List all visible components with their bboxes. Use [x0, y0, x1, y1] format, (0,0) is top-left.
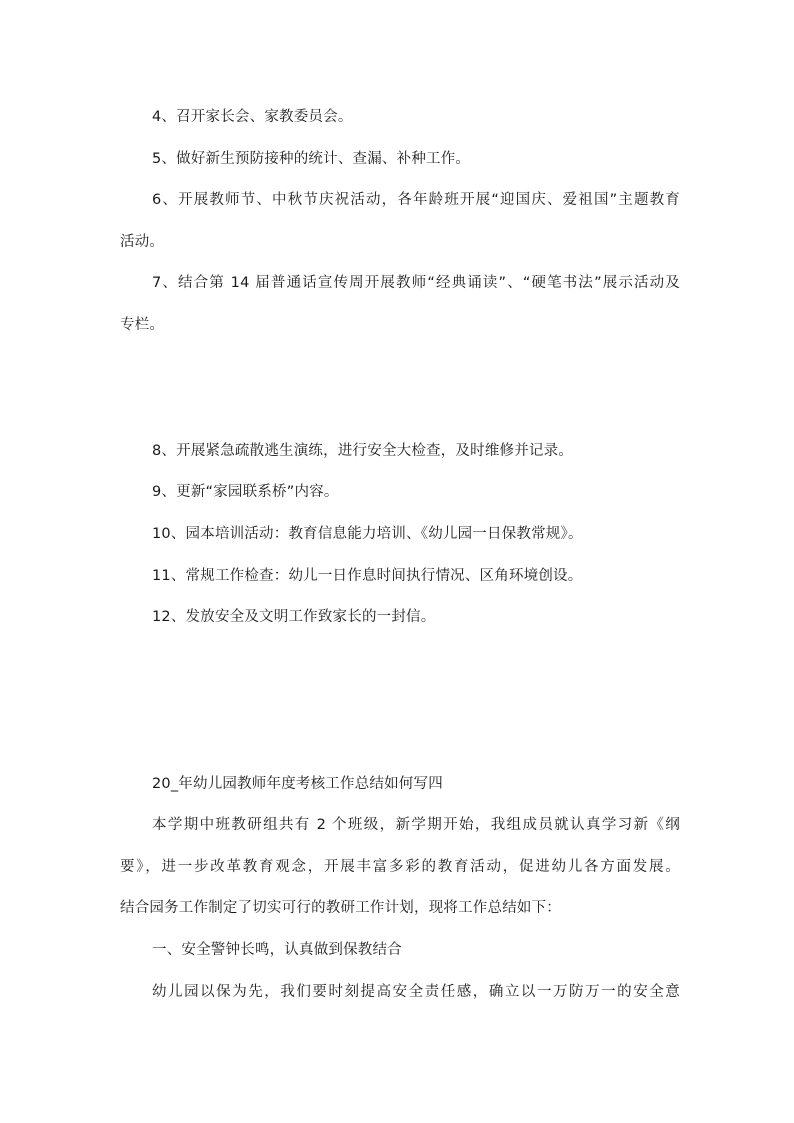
paragraph-line-4: 幼儿园以保为先，我们要时刻提高安全责任感，确立以一万防万一的安全意 [152, 984, 680, 1000]
list-item-6-line-1: 6、开展教师节、中秋节庆祝活动，各年龄班开展“迎国庆、爱祖国”主题教育 [152, 192, 680, 208]
paragraph-line-2: 要》，进一步改革教育观念，开展丰富多彩的教育活动，促进幼儿各方面发展。 [120, 859, 680, 875]
list-item-5: 5、做好新生预防接种的统计、查漏、补种工作。 [152, 151, 471, 167]
section-title: 20_年幼儿园教师年度考核工作总结如何写四 [152, 776, 443, 792]
paragraph-line-1: 本学期中班教研组共有 2 个班级，新学期开始，我组成员就认真学习新《纲 [152, 817, 680, 833]
list-item-10: 10、园本培训活动：教育信息能力培训、《幼儿园一日保教常规》。 [152, 526, 583, 542]
list-item-12: 12、发放安全及文明工作致家长的一封信。 [152, 609, 436, 625]
list-item-6-line-2: 活动。 [120, 234, 165, 250]
subsection-heading: 一、安全警钟长鸣，认真做到保教结合 [152, 942, 402, 958]
paragraph-line-3: 结合园务工作制定了切实可行的教研工作计划，现将工作总结如下： [120, 900, 561, 916]
list-item-7-line-1: 7、结合第 14 届普通话宣传周开展教师“经典诵读”、“硬笔书法”展示活动及 [152, 275, 680, 291]
list-item-8: 8、开展紧急疏散逃生演练，进行安全大检查，及时维修并记录。 [152, 443, 574, 459]
list-item-4: 4、召开家长会、家教委员会。 [152, 109, 353, 125]
list-item-7-line-2: 专栏。 [120, 317, 165, 333]
list-item-9: 9、更新“家园联系桥”内容。 [152, 484, 339, 500]
list-item-11: 11、常规工作检查：幼儿一日作息时间执行情况、区角环境创设。 [152, 568, 583, 584]
